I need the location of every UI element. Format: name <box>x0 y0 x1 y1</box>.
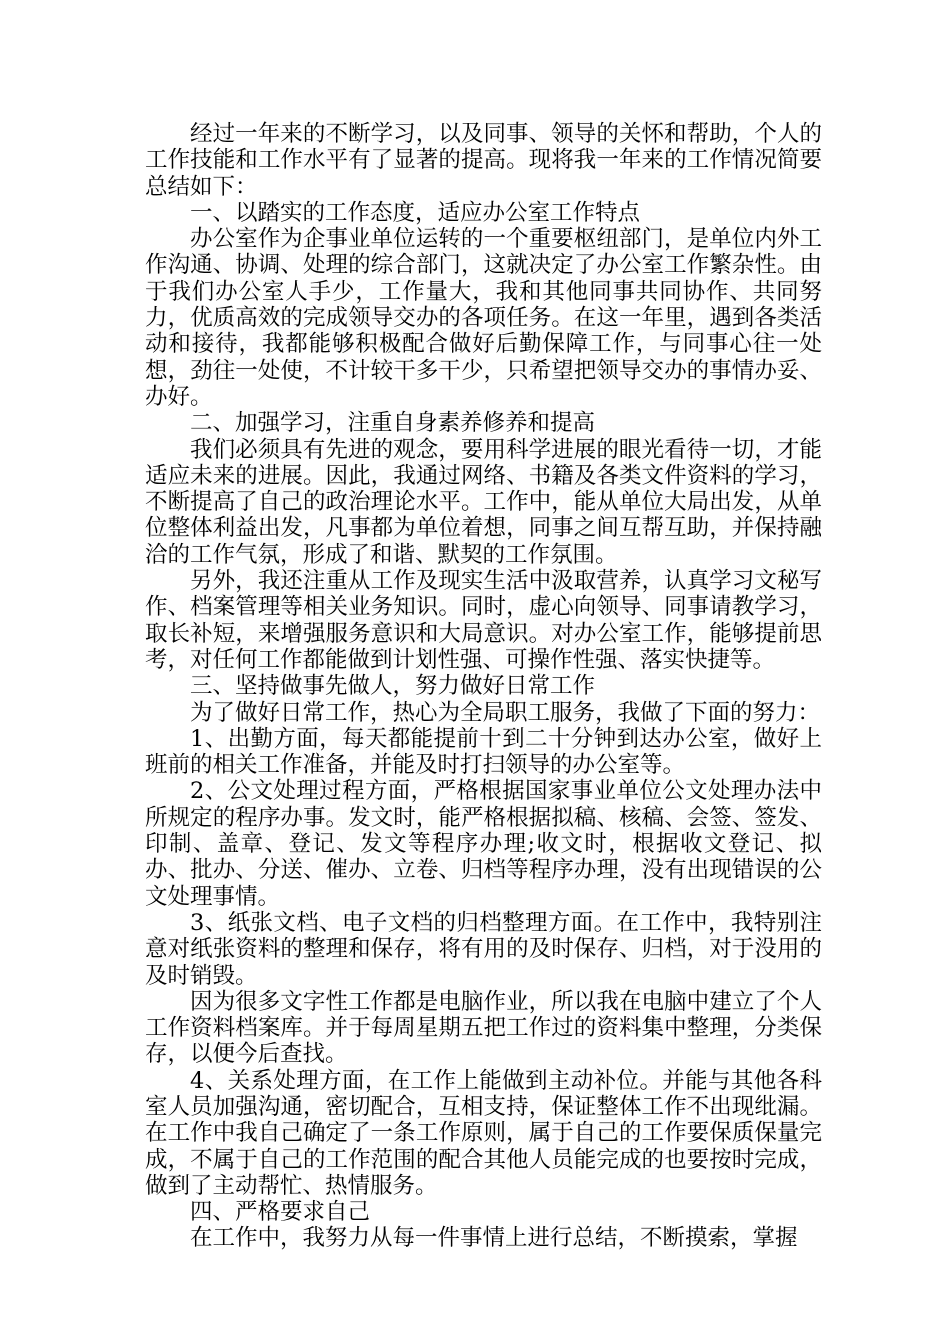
paragraph-section-2b: 另外，我还注重从工作及现实生活中汲取营养，认真学习文秘写作、档案管理等相关业务知识。同时，虚心向领导、同事请教学习，取长补短，来增强服务意识和大局意识。对办公室工作，能够提前思考，对任何工作都能做到计划性强、可操作性强、落实快捷等。 <box>145 568 822 673</box>
paragraph-intro: 经过一年来的不断学习，以及同事、领导的关怀和帮助，个人的工作技能和工作水平有了显著的提高。现将我一年来的工作情况简要总结如下： <box>145 121 822 200</box>
heading-section-2: 二、加强学习，注重自身素养修养和提高 <box>190 410 596 437</box>
document-body <box>145 121 822 1252</box>
paragraph-item-3b: 因为很多文字性工作都是电脑作业，所以我在电脑中建立了个人工作资料档案库。并于每周星期五把工作过的资料集中整理，分类保存，以便今后查找。 <box>145 988 822 1068</box>
paragraph-section-1: 办公室作为企事业单位运转的一个重要枢纽部门，是单位内外工作沟通、协调、处理的综合部门，这就决定了办公室工作繁杂性。由于我们办公室人手少，工作量大，我和其他同事共同协作、共同努力，优质高效的完成领导交办的各项任务。在这一年里，遇到各类活动和接待，我都能够积极配合做好后勤保障工作，与同事心往一处想，劲往一处使，不计较干多干少，只希望把领导交办的事情办妥、办好。 <box>145 226 822 410</box>
paragraph-item-2: 2、公文处理过程方面，严格根据国家事业单位公文处理办法中所规定的程序办事。发文时，能严格根据拟稿、核稿、会签、签发、印制、盖章、登记、发文等程序办理;收文时，根据收文登记、拟办、批办、分送、催办、立卷、归档等程序办理，没有出现错误的公文处理事情。 <box>145 778 822 910</box>
paragraph-section-3-lead: 为了做好日常工作，热心为全局职工服务，我做了下面的努力： <box>190 699 821 726</box>
paragraph-section-2a: 我们必须具有先进的观念，要用科学进展的眼光看待一切，才能适应未来的进展。因此，我通过网络、书籍及各类文件资料的学习，不断提高了自己的政治理论水平。工作中，能从单位大局出发，从单位整体利益出发，凡事都为单位着想，同事之间互帮互助，并保持融洽的工作气氛，形成了和谐、默契的工作氛围。 <box>145 436 822 568</box>
paragraph-item-4: 4、关系处理方面，在工作上能做到主动补位。并能与其他各科室人员加强沟通，密切配合，互相支持，保证整体工作不出现纰漏。在工作中我自己确定了一条工作原则，属于自己的工作要保质保量完成，不属于自己的工作范围的配合其他人员能完成的也要按时完成，做到了主动帮忙、热情服务。 <box>145 1067 822 1199</box>
heading-section-3: 三、坚持做事先做人，努力做好日常工作 <box>190 673 596 700</box>
heading-section-4: 四、严格要求自己 <box>190 1199 371 1226</box>
paragraph-item-1: 1、出勤方面，每天都能提前十到二十分钟到达办公室，做好上班前的相关工作准备，并能及时打扫领导的办公室等。 <box>145 725 822 779</box>
heading-section-1: 一、以踏实的工作态度，适应办公室工作特点 <box>190 199 641 226</box>
paragraph-section-4: 在工作中，我努力从每一件事情上进行总结，不断摸索，掌握 <box>190 1225 798 1252</box>
paragraph-item-3: 3、纸张文档、电子文档的归档整理方面。在工作中，我特别注意对纸张资料的整理和保存，将有用的及时保存、归档，对于没用的及时销毁。 <box>145 909 822 989</box>
